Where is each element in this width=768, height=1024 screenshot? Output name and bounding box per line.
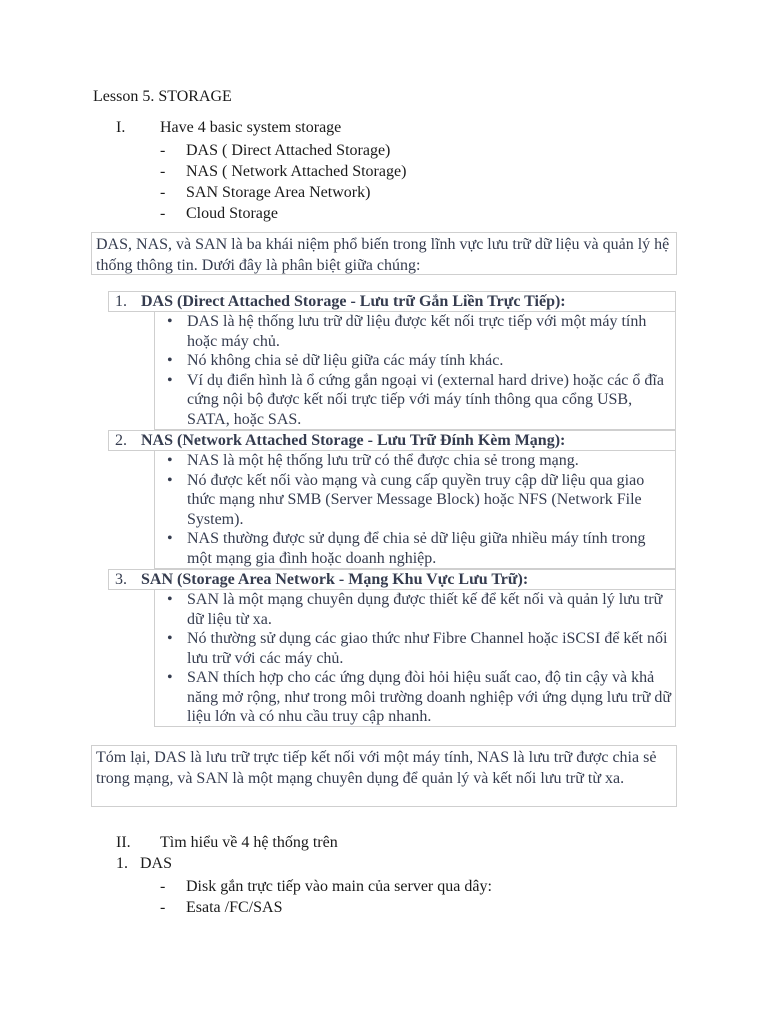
das-heading: 1. DAS (Direct Attached Storage - Lưu trữ Gắn Liền Trực Tiếp): — [108, 291, 676, 312]
subsection-title: DAS — [140, 855, 173, 872]
subsection-number: 1. — [116, 855, 128, 872]
section-title: Have 4 basic system storage — [160, 119, 342, 136]
das-details — [154, 312, 676, 430]
list-item: • NAS thường được sử dụng để chia sẻ dữ liệu giữa nhiều máy tính trong một mạng gia đình hoặc doanh nghiệp. — [167, 530, 646, 567]
list-item: - Cloud Storage — [160, 205, 278, 222]
list-item: • DAS là hệ thống lưu trữ dữ liệu được kết nối trực tiếp với một máy tính hoặc máy chủ. — [167, 313, 647, 350]
list-item: • Nó được kết nối vào mạng và cung cấp quyền truy cập dữ liệu qua giao thức mạng như SMB (Server Message Block) hoặc NFS (Network File System). — [167, 471, 645, 528]
list-item: • Nó không chia sẻ dữ liệu giữa các máy tính khác. — [167, 352, 504, 369]
comparison-block — [108, 291, 676, 727]
nas-details — [154, 451, 676, 569]
section-title: Tìm hiểu về 4 hệ thống trên — [160, 834, 338, 851]
list-item: • NAS là một hệ thống lưu trữ có thể được chia sẻ trong mạng. — [167, 452, 579, 469]
list-item: • Ví dụ điển hình là ổ cứng gắn ngoại vi (external hard drive) hoặc các ổ đĩa cứng nội bộ được kết nối trực tiếp với máy tính thông qua cổng USB, SATA, hoặc SAS. — [167, 371, 664, 428]
list-item: - NAS ( Network Attached Storage) — [160, 163, 407, 180]
summary-paragraph: Tóm lại, DAS là lưu trữ trực tiếp kết nối với một máy tính, NAS là lưu trữ được chia sẻ trong mạng, và SAN là một mạng chuyên dụng để quản lý và kết nối lưu trữ từ xa. — [91, 745, 677, 807]
list-item: - DAS ( Direct Attached Storage) — [160, 142, 391, 159]
section-number: II. — [116, 834, 131, 851]
intro-paragraph: DAS, NAS, và SAN là ba khái niệm phổ biến trong lĩnh vực lưu trữ dữ liệu và quản lý hệ thống thông tin. Dưới đây là phân biệt giữa chúng: — [91, 232, 677, 275]
list-item: - Esata /FC/SAS — [160, 899, 283, 916]
list-item: • SAN thích hợp cho các ứng dụng đòi hỏi hiệu suất cao, độ tin cậy và khả năng mở rộng, như trong môi trường doanh nghiệp với ứng dụng lưu trữ dữ liệu lớn và có nhu cầu truy cập nhanh. — [167, 669, 672, 725]
subsection-das — [116, 853, 173, 874]
list-item: - SAN Storage Area Network) — [160, 184, 371, 201]
section-number: I. — [116, 119, 126, 136]
lesson-title: Lesson 5. STORAGE — [93, 88, 232, 105]
nas-heading: 2. NAS (Network Attached Storage - Lưu Trữ Đính Kèm Mạng): — [108, 430, 676, 451]
list-item: • SAN là một mạng chuyên dụng được thiết kế để kết nối và quản lý lưu trữ dữ liệu từ xa. — [167, 591, 663, 628]
san-details — [154, 590, 676, 727]
san-heading: 3. SAN (Storage Area Network - Mạng Khu Vực Lưu Trữ): — [108, 569, 676, 590]
das-notes-list — [160, 876, 492, 918]
list-item: - Disk gắn trực tiếp vào main của server qua dây: — [160, 878, 492, 895]
list-item: • Nó thường sử dụng các giao thức như Fibre Channel hoặc iSCSI để kết nối lưu trữ với các máy chủ. — [167, 630, 668, 667]
storage-types-list — [160, 140, 406, 224]
